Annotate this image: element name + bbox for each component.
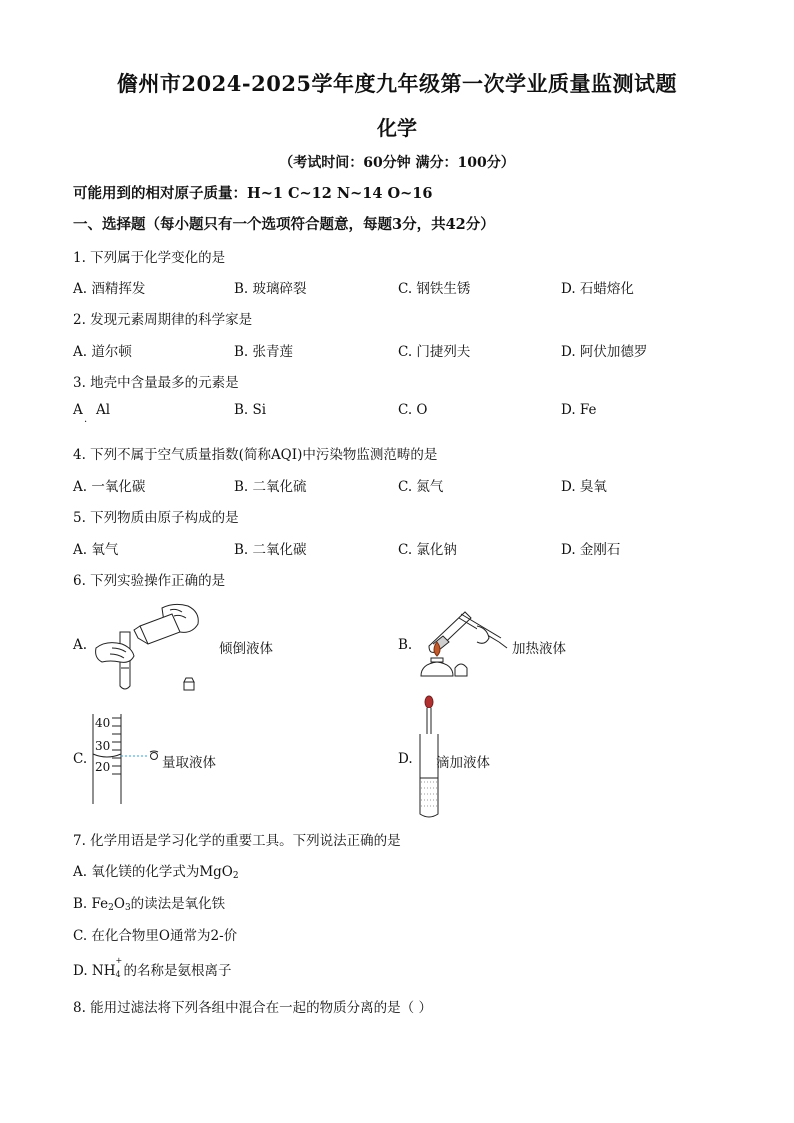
cylinder-tick-40: 40 [95,716,111,730]
q6-option-b-letter: B. [398,637,413,653]
q4-option-b: B. 二氧化硫 [234,479,307,495]
q3-option-a-dot: . [84,414,88,425]
atomic-masses: 可能用到的相对原子质量：H~1 C~12 N~14 O~16 [73,185,433,202]
question-2-stem: 2. 发现元素周期律的科学家是 [73,312,253,328]
q3-option-a-letter: A [73,402,83,418]
q1-option-d: D. 石蜡熔化 [561,281,634,297]
q5-option-b: B. 二氧化碳 [234,542,307,558]
question-4-stem: 4. 下列不属于空气质量指数(简称AQI)中污染物监测范畴的是 [73,447,438,463]
question-7-stem: 7. 化学用语是学习化学的重要工具。下列说法正确的是 [73,833,401,849]
q6-option-d-caption: 滴加液体 [436,755,490,771]
q4-option-d: D. 臭氧 [561,479,607,495]
q6-option-a-caption: 倾倒液体 [219,641,273,657]
q6-option-d-letter: D. [398,751,413,767]
q6-option-b-caption: 加热液体 [512,641,566,657]
q5-option-a: A. 氧气 [73,542,119,558]
q5-option-c: C. 氯化钠 [398,542,457,558]
q7-option-c: C. 在化合物里O通常为2-价 [73,928,238,944]
q3-option-c: C. O [398,402,428,418]
subject-title: 化学 [377,116,417,140]
heating-liquid-illustration [415,598,511,688]
q7-option-d: D. NH + 4 的名称是氨根离子 [73,956,232,979]
q7-option-a: A. 氧化镁的化学式为MgO$_2$ [73,864,239,881]
question-5-stem: 5. 下列物质由原子构成的是 [73,510,239,526]
q3-option-b: B. Si [234,402,267,418]
q1-option-a: A. 酒精挥发 [73,281,146,297]
q6-option-c-letter: C. [73,751,88,767]
question-1-stem: 1. 下列属于化学变化的是 [73,250,226,266]
cylinder-tick-20: 20 [95,760,111,774]
q7-option-b: B. $Fe_2O_3$的读法是氧化铁 [73,896,226,913]
section-heading: 一、选择题（每小题只有一个选项符合题意，每题3分，共42分） [73,216,495,233]
q4-option-c: C. 氮气 [398,479,444,495]
q5-option-d: D. 金刚石 [561,542,621,558]
q3-option-a: Al [96,402,111,418]
q1-option-b: B. 玻璃碎裂 [234,281,307,297]
q3-option-d: D. Fe [561,402,597,418]
question-3-stem: 3. 地壳中含量最多的元素是 [73,375,239,391]
q6-option-c-caption: 量取液体 [162,755,216,771]
exam-info: （考试时间：60分钟 满分：100分） [279,155,515,171]
q1-option-c: C. 钢铁生锈 [398,281,471,297]
exam-title: 儋州市2024-2025学年度九年级第一次学业质量监测试题 [116,71,678,96]
question-6-stem: 6. 下列实验操作正确的是 [73,573,226,589]
question-8-stem: 8. 能用过滤法将下列各组中混合在一起的物质分离的是（ ） [73,1000,432,1016]
q2-option-a: A. 道尔顿 [73,344,132,360]
q6-option-a-letter: A. [73,637,88,653]
q2-option-c: C. 门捷列夫 [398,344,471,360]
cylinder-tick-30: 30 [95,739,111,753]
q2-option-b: B. 张青莲 [234,344,294,360]
q2-option-d: D. 阿伏加德罗 [561,344,648,360]
q4-option-a: A. 一氧化碳 [73,479,146,495]
pouring-liquid-illustration [92,598,212,694]
